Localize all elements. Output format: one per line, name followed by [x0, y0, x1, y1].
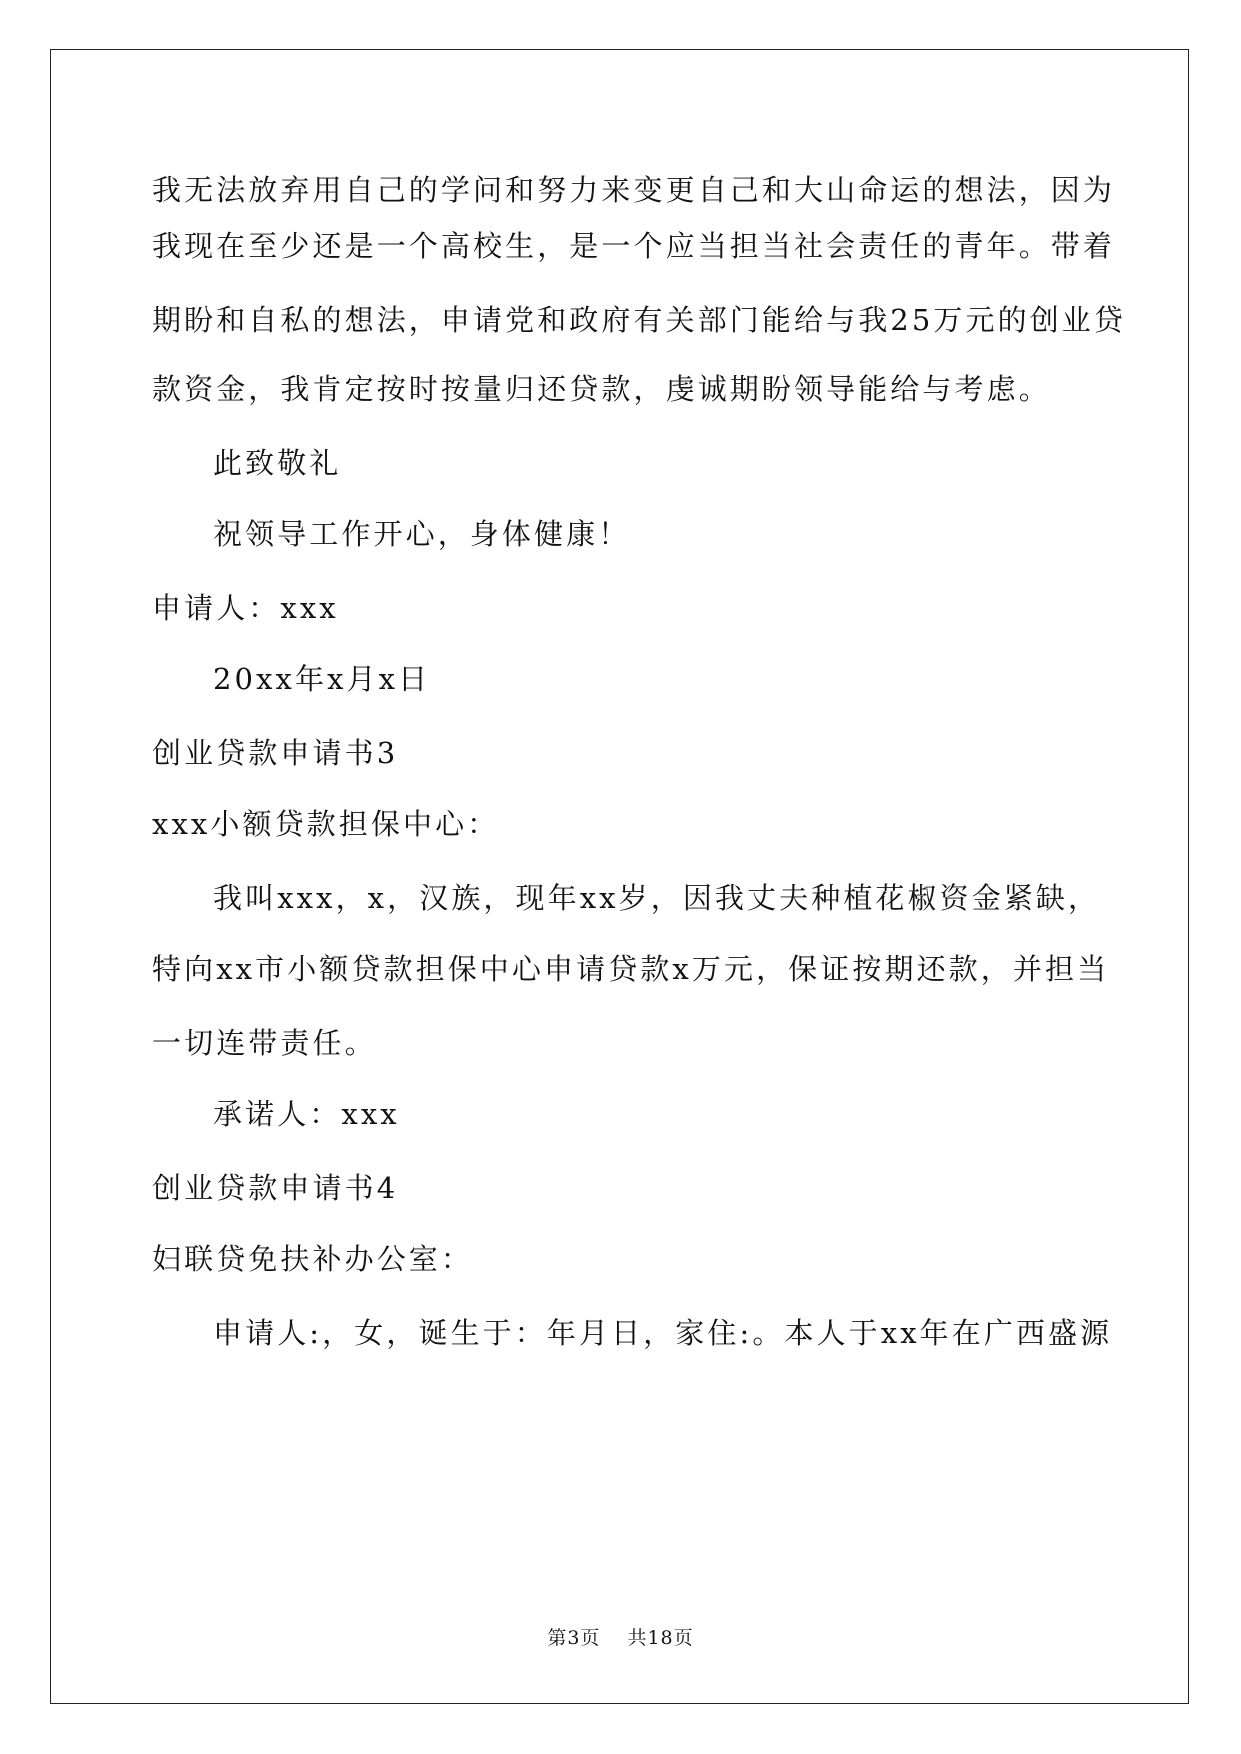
- recipient-line-4: 妇联贷免扶补办公室：: [152, 1242, 474, 1276]
- section-title-3: 创业贷款申请书3: [152, 736, 399, 770]
- page-number-current: 第3页: [547, 1627, 601, 1649]
- body-line-1: 我无法放弃用自己的学问和努力来变更自己和大山命运的想法，因为: [152, 173, 1116, 207]
- body-line-5: 我叫xxx，x，汉族，现年xx岁，因我丈夫种植花椒资金紧缺，: [213, 881, 1101, 915]
- closing-wish: 祝领导工作开心，身体健康！: [213, 517, 631, 551]
- body-line-4: 款资金，我肯定按时按量归还贷款，虔诚期盼领导能给与考虑。: [152, 372, 1051, 406]
- body-line-8: 申请人:，女，诞生于：年月日，家住:。本人于xx年在广西盛源: [213, 1316, 1113, 1350]
- closing-salutation: 此致敬礼: [213, 446, 342, 480]
- section-title-4: 创业贷款申请书4: [152, 1171, 399, 1205]
- body-line-3: 期盼和自私的想法，申请党和政府有关部门能给与我25万元的创业贷: [152, 303, 1127, 337]
- date-line: 20xx年x月x日: [213, 662, 431, 696]
- body-line-2: 我现在至少还是一个高校生，是一个应当担当社会责任的青年。带着: [152, 229, 1116, 263]
- recipient-line-3: xxx小额贷款担保中心：: [152, 807, 500, 841]
- page-footer: [0, 1623, 1241, 1650]
- page-border: [50, 49, 1189, 1704]
- applicant-signature: 申请人：xxx: [152, 591, 339, 625]
- body-line-7: 一切连带责任。: [152, 1026, 377, 1060]
- body-line-6: 特向xx市小额贷款担保中心申请贷款x万元，保证按期还款，并担当: [152, 952, 1110, 986]
- page-number-total: 共18页: [627, 1627, 694, 1649]
- promisor-signature: 承诺人：xxx: [213, 1097, 400, 1131]
